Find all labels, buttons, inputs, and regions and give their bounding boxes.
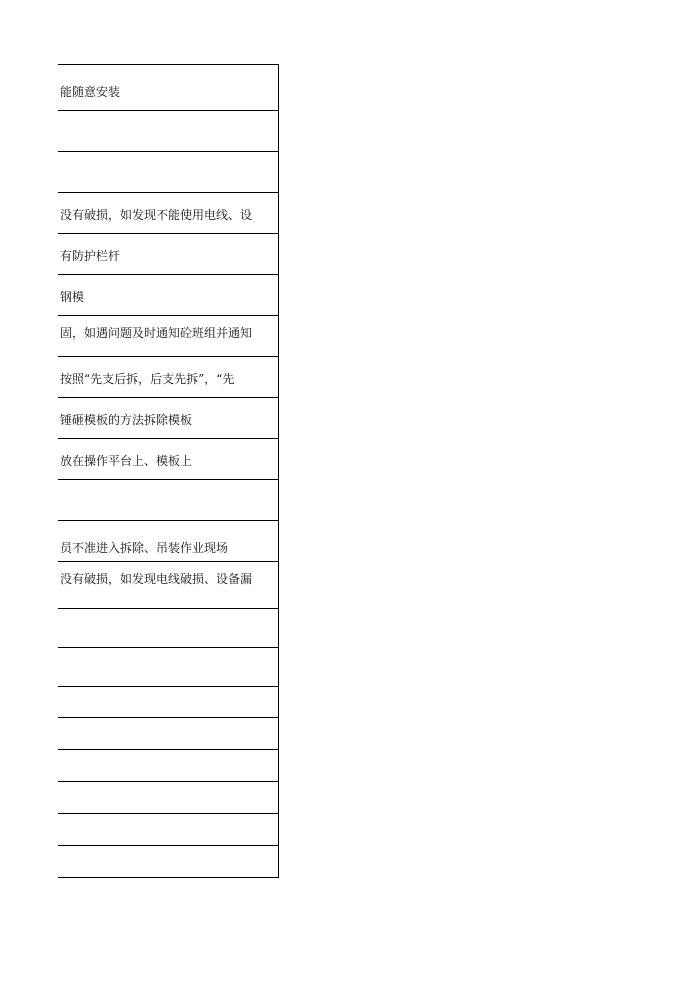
row-text: 按照“先支后拆，后支先拆”，“先: [60, 372, 235, 386]
blank-row: [58, 687, 278, 718]
table-row: [58, 275, 278, 316]
table-row: [58, 562, 278, 609]
table-row: [58, 439, 278, 480]
table-row: [58, 234, 278, 275]
signature-row: [58, 648, 278, 687]
table-row: [58, 521, 278, 562]
table-row: [58, 193, 278, 234]
table-row: [58, 316, 278, 357]
blank-row: [58, 846, 278, 878]
row-text: 钢模: [60, 290, 85, 304]
table-row: [58, 398, 278, 439]
blank-row: [58, 718, 278, 750]
blank-row: [58, 750, 278, 782]
table-row: [58, 609, 278, 648]
table-row: [58, 111, 278, 152]
blank-row: [58, 782, 278, 814]
table-row: [58, 480, 278, 521]
row-text: 没有破损，如发现电线破损、设备漏: [60, 572, 253, 586]
table-row: [58, 65, 278, 111]
table-row: [58, 357, 278, 398]
row-text: 锤砸模板的方法拆除模板: [60, 413, 193, 427]
safety-checklist-table: [58, 64, 279, 878]
row-text: 没有破损，如发现不能使用电线、设: [60, 208, 253, 222]
row-text: 固，如遇问题及时通知砼班组并通知: [60, 326, 253, 340]
blank-row: [58, 814, 278, 846]
row-text: 有防护栏杆: [60, 249, 121, 263]
row-text: 员不准进入拆除、吊装作业现场: [60, 541, 229, 555]
row-text: 能随意安装: [60, 85, 121, 99]
row-text: 放在操作平台上、模板上: [60, 454, 193, 468]
table-row: [58, 152, 278, 193]
